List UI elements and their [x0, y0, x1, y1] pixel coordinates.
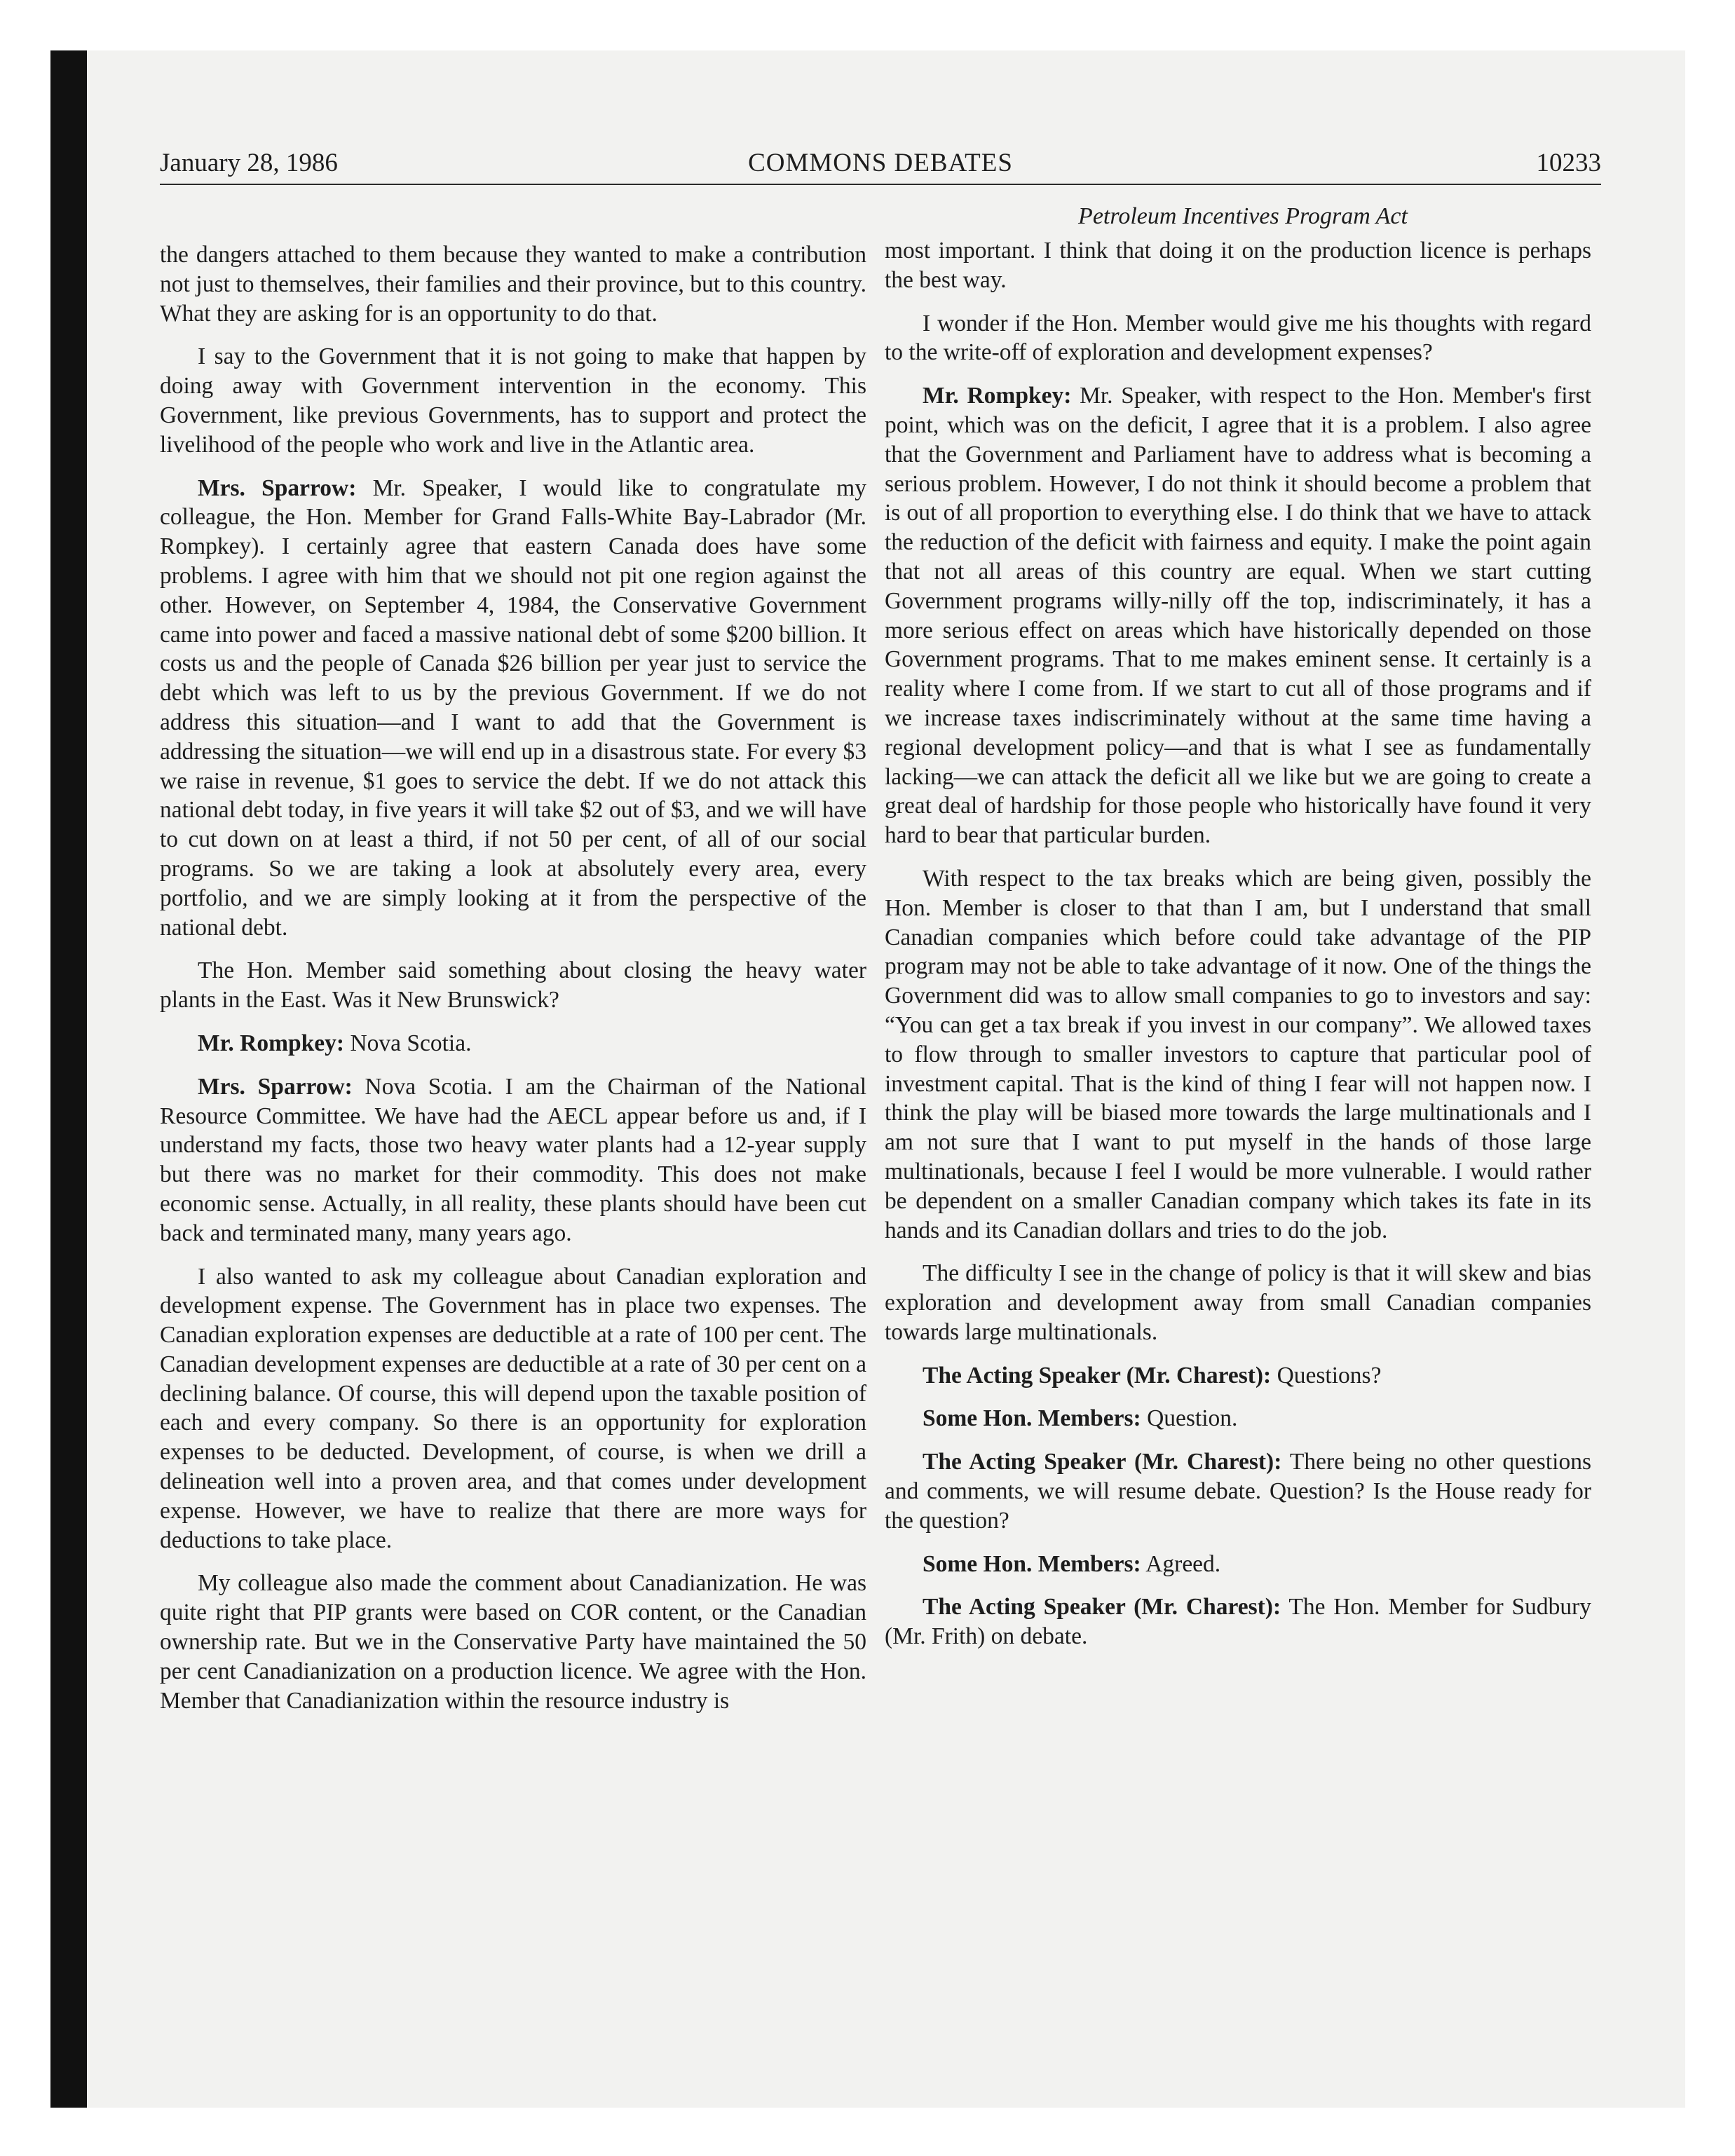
left-column — [160, 240, 866, 1729]
paragraph — [885, 1447, 1591, 1535]
paragraph-text: The Hon. Member said something about closing the heavy water plants in the East. Was it New Brunswick? — [160, 957, 866, 1014]
paragraph — [160, 956, 866, 1015]
speaker-label: The Acting Speaker (Mr. Charest): — [923, 1449, 1282, 1475]
paragraph — [160, 342, 866, 459]
publication-title: COMMONS DEBATES — [748, 149, 1013, 177]
paragraph — [885, 1592, 1591, 1651]
paragraph — [885, 309, 1591, 368]
paragraph — [885, 381, 1591, 850]
paragraph — [885, 236, 1591, 295]
page-header — [160, 146, 1601, 181]
paragraph — [160, 1569, 866, 1715]
paragraph-text: Nova Scotia. I am the Chairman of the National Resource Committee. We have had the AECL appear before us and, if I understand my facts, those two heavy water plants had a 12-year supply but there was no market for their commodity. This does not make economic sense. Actually, in all reality, these plants should have been cut back and terminated many, many years ago. — [160, 1073, 866, 1246]
running-title: Petroleum Incentives Program Act — [1078, 203, 1408, 229]
paragraph — [885, 864, 1591, 1245]
paragraph — [160, 1262, 866, 1555]
paragraph-text: the dangers attached to them because they wanted to make a contribution not just to themselves, their families and their province, but to this country. What they are asking for is an opportunity to do that. — [160, 242, 866, 327]
speaker-label: The Acting Speaker (Mr. Charest): — [923, 1594, 1281, 1621]
paragraph — [160, 240, 866, 328]
paragraph — [885, 1361, 1591, 1391]
paragraph-text: I say to the Government that it is not going to make that happen by doing away with Government intervention in the economy. This Government, like previous Governments, has to support and protect the livelihood of the people who work and live in the Atlantic area. — [160, 343, 866, 458]
paragraph-text: most important. I think that doing it on the production licence is perhaps the best way. — [885, 238, 1591, 293]
paragraph-text: Questions? — [1277, 1362, 1382, 1389]
paragraph-text: Question. — [1147, 1405, 1238, 1432]
paragraph — [885, 1259, 1591, 1346]
paragraph-text: The Hon. Member for Sudbury (Mr. Frith) on debate. — [885, 1594, 1591, 1650]
paragraph-text: Mr. Speaker, I would like to congratulate my colleague, the Hon. Member for Grand Falls-White Bay-Labrador (Mr. Rompkey). I certainly agree that eastern Canada does have some problems. I agree with him that we should not pit one region against the other. However, on September 4, 1984, the Conservative Government came into power and faced a massive national debt of some $200 billion. It costs us and the people of Canada $26 billion per year just to service the debt which was left to us by the previous Government. If we do not address this situation—and I want to add that the Government is addressing the situation—we will end up in a disastrous state. For every $3 we raise in revenue, $1 goes to service the debt. If we do not attack this national debt today, in five years it will take $2 out of $3, and we will have to cut down on at least a third, if not 50 per cent, of all of our social programs. So we are taking a look at absolutely every area, every portfolio, and we are simply looking at it from the perspective of the national debt. — [160, 475, 866, 941]
speaker-label: The Acting Speaker (Mr. Charest): — [923, 1362, 1272, 1389]
paragraph-text: I wonder if the Hon. Member would give me his thoughts with regard to the write-off of exploration and development expenses? — [885, 310, 1591, 366]
speaker-label: Mr. Rompkey: — [923, 383, 1072, 409]
paragraph-text: I also wanted to ask my colleague about Canadian exploration and development expense. The Government has in place two expenses. The Canadian exploration expenses are deductible at a rate of 100 per cent. The Canadian development expenses are deductible at a rate of 30 per cent on a declining balance. Of course, this will depend upon the taxable position of each and every company. So there is an opportunity for exploration expenses to be deducted. Development, of course, is when we drill a delineation well into a proven area, and that comes under development expense. However, we have to realize that there are more ways for deductions to take place. — [160, 1263, 866, 1553]
paragraph-text: With respect to the tax breaks which are being given, possibly the Hon. Member is closer to that than I am, but I understand that small Canadian companies which before could take advantage of the PIP program may not be able to take advantage of it now. One of the things the Government did was to allow small companies to go to investors and say: “You can get a tax break if you invest in our company”. We allowed taxes to flow through to smaller investors to capture that particular pool of investment capital. That is the kind of thing I fear will not happen now. I think the play will be biased more towards the large multinationals and I am not sure that I want to put myself in the hands of those large multinationals, because I feel I would be more vulnerable. I would rather be dependent on a smaller Canadian company which takes its fate in its hands and its Canadian dollars and tries to do the job. — [885, 865, 1591, 1243]
page-number: 10233 — [1536, 149, 1601, 177]
paragraph — [885, 1550, 1591, 1579]
paragraph-text: The difficulty I see in the change of policy is that it will skew and bias exploration and development away from small Canadian companies towards large multinationals. — [885, 1260, 1591, 1345]
speaker-label: Some Hon. Members: — [923, 1550, 1141, 1577]
paragraph-text: Agreed. — [1145, 1550, 1221, 1577]
paragraph — [160, 1029, 866, 1058]
paragraph-text: There being no other questions and comments, we will resume debate. Question? Is the House ready for the question? — [885, 1449, 1591, 1534]
right-column — [885, 236, 1591, 1665]
header-rule — [160, 184, 1601, 185]
paragraph — [160, 1072, 866, 1248]
speaker-label: Mrs. Sparrow: — [198, 475, 357, 501]
paragraph-text: Nova Scotia. — [350, 1030, 472, 1056]
speaker-label: Mrs. Sparrow: — [198, 1073, 353, 1100]
paragraph — [160, 474, 866, 943]
speaker-label: Mr. Rompkey: — [198, 1030, 345, 1056]
scan-edge-shadow — [50, 50, 87, 2108]
header-date: January 28, 1986 — [160, 149, 338, 177]
speaker-label: Some Hon. Members: — [923, 1405, 1141, 1432]
paragraph-text: My colleague also made the comment about Canadianization. He was quite right that PIP grants were based on COR content, or the Canadian ownership rate. But we in the Conservative Party have maintained the 50 per cent Canadianization on a production licence. We agree with the Hon. Member that Canadianization within the resource industry is — [160, 1570, 866, 1714]
paragraph — [885, 1404, 1591, 1433]
paragraph-text: Mr. Speaker, with respect to the Hon. Member's first point, which was on the deficit, I agree that it is a problem. I also agree that the Government and Parliament have to address what is becoming a serious problem. However, I do not think it should become a problem that is out of all proportion to everything else. I do think that we have to attack the reduction of the deficit with fairness and equity. I make the point again that not all areas of this country are equal. When we start cutting Government programs willy-nilly off the top, indiscriminately, it has a more serious effect on areas which have historically depended on those Government programs. That to me makes eminent sense. It certainly is a reality where I come from. If we start to cut all of those programs and if we increase taxes indiscriminately without at the same time having a regional development policy—and that is what I see as fundamentally lacking—we can attack the deficit all we like but we are going to create a great deal of hardship for those people who historically have found it very hard to bear that particular burden. — [885, 383, 1592, 849]
